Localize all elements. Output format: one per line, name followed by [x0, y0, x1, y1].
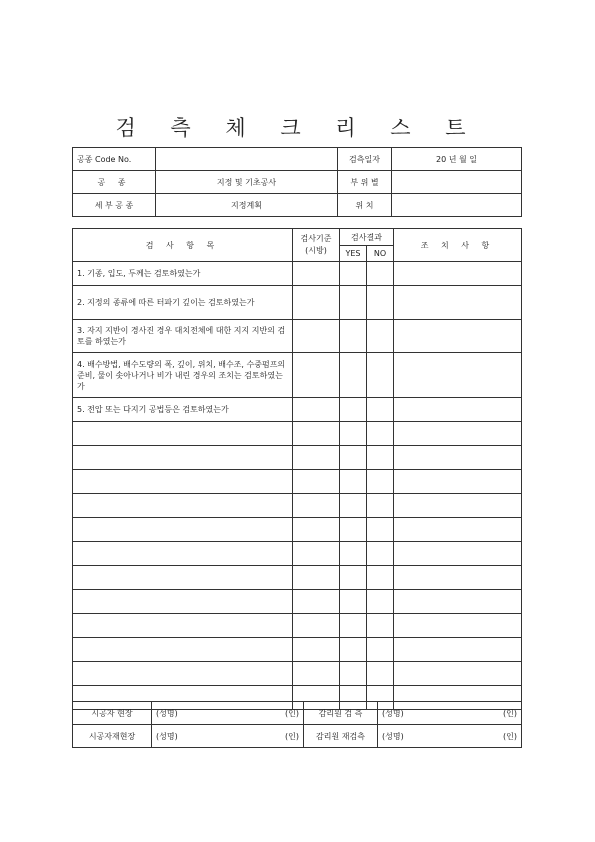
basis-cell[interactable]	[293, 614, 340, 638]
left-signature-field[interactable]	[152, 725, 304, 748]
location-label: 위 치	[338, 194, 392, 217]
yes-cell[interactable]	[340, 286, 367, 320]
yes-cell[interactable]	[340, 566, 367, 590]
no-cell[interactable]	[367, 638, 394, 662]
action-cell[interactable]	[394, 320, 522, 353]
work-label: 공 종	[73, 171, 156, 194]
check-item: 4. 배수방법, 배수도량의 폭, 깊이, 위치, 배수조, 수중펌프의 준비, 물이 솟아나거나 비가 내린 경우의 조치는 검토하였는가	[73, 353, 293, 398]
no-cell[interactable]	[367, 353, 394, 398]
right-signer-label: 감리원 재검측	[304, 725, 378, 748]
location-value[interactable]	[392, 194, 522, 217]
yes-cell[interactable]	[340, 353, 367, 398]
no-cell[interactable]	[367, 590, 394, 614]
check-item	[73, 638, 293, 662]
basis-cell[interactable]	[293, 494, 340, 518]
date-label: 검측일자	[338, 148, 392, 171]
check-item	[73, 446, 293, 470]
action-cell[interactable]	[394, 446, 522, 470]
table-row	[73, 566, 522, 590]
check-item: 3. 자지 지반이 경사진 경우 대치전체에 대한 지지 지반의 검토를 하였는가	[73, 320, 293, 353]
col-basis-header	[293, 229, 340, 262]
table-row	[73, 446, 522, 470]
col-yes-header: YES	[340, 246, 367, 262]
left-signature-field[interactable]	[152, 702, 304, 725]
yes-cell[interactable]	[340, 542, 367, 566]
check-item	[73, 494, 293, 518]
check-item: 1. 기종, 입도, 두께는 검토하였는가	[73, 262, 293, 286]
yes-cell[interactable]	[340, 590, 367, 614]
basis-cell[interactable]	[293, 470, 340, 494]
col-no-header: NO	[367, 246, 394, 262]
basis-cell[interactable]	[293, 566, 340, 590]
yes-cell[interactable]	[340, 638, 367, 662]
check-item	[73, 614, 293, 638]
table-row	[73, 590, 522, 614]
no-cell[interactable]	[367, 494, 394, 518]
check-item	[73, 422, 293, 446]
basis-cell[interactable]	[293, 398, 340, 422]
left-seal-mark: (인)	[285, 708, 299, 718]
basis-cell[interactable]	[293, 353, 340, 398]
action-cell[interactable]	[394, 662, 522, 686]
code-value[interactable]	[156, 148, 338, 171]
check-item	[73, 518, 293, 542]
table-row	[73, 353, 522, 398]
no-cell[interactable]	[367, 320, 394, 353]
no-cell[interactable]	[367, 662, 394, 686]
right-signature-field[interactable]	[378, 725, 522, 748]
action-cell[interactable]	[394, 422, 522, 446]
checklist-table	[72, 228, 522, 710]
work-value[interactable]: 지정 및 기초공사	[156, 171, 338, 194]
basis-cell[interactable]	[293, 590, 340, 614]
table-row	[73, 518, 522, 542]
col-result-header: 검사결과	[340, 229, 394, 246]
yes-cell[interactable]	[340, 320, 367, 353]
table-row	[73, 398, 522, 422]
signature-row	[73, 725, 522, 748]
left-signer-label: 시공자 현장	[73, 702, 152, 725]
table-row	[73, 470, 522, 494]
action-cell[interactable]	[394, 494, 522, 518]
no-cell[interactable]	[367, 614, 394, 638]
action-cell[interactable]	[394, 470, 522, 494]
yes-cell[interactable]	[340, 262, 367, 286]
no-cell[interactable]	[367, 398, 394, 422]
signature-table	[72, 701, 522, 748]
code-label: 공종 Code No.	[73, 148, 156, 171]
no-cell[interactable]	[367, 422, 394, 446]
right-signer-label: 감리원 검 측	[304, 702, 378, 725]
yes-cell[interactable]	[340, 398, 367, 422]
check-item	[73, 662, 293, 686]
basis-cell[interactable]	[293, 446, 340, 470]
right-name-placeholder: (성명)	[382, 708, 404, 718]
action-cell[interactable]	[394, 542, 522, 566]
no-cell[interactable]	[367, 286, 394, 320]
check-item	[73, 542, 293, 566]
action-cell[interactable]	[394, 590, 522, 614]
signature-row	[73, 702, 522, 725]
check-item	[73, 590, 293, 614]
page-title: 검 측 체 크 리 스 트	[115, 116, 480, 140]
action-cell[interactable]	[394, 518, 522, 542]
right-name-placeholder: (성명)	[382, 731, 404, 741]
table-row	[73, 614, 522, 638]
yes-cell[interactable]	[340, 662, 367, 686]
basis-cell[interactable]	[293, 518, 340, 542]
col-item-header: 검 사 항 목	[73, 229, 293, 262]
basis-cell[interactable]	[293, 286, 340, 320]
yes-cell[interactable]	[340, 470, 367, 494]
action-cell[interactable]	[394, 638, 522, 662]
action-cell[interactable]	[394, 353, 522, 398]
basis-cell[interactable]	[293, 320, 340, 353]
table-row	[73, 638, 522, 662]
table-row	[73, 262, 522, 286]
no-cell[interactable]	[367, 518, 394, 542]
no-cell[interactable]	[367, 566, 394, 590]
check-item: 5. 전압 또는 다지기 공법등은 검토하였는가	[73, 398, 293, 422]
check-item	[73, 470, 293, 494]
detail-value[interactable]: 지정계획	[156, 194, 338, 217]
check-item: 2. 지정의 종류에 따른 터파기 깊이는 검토하였는가	[73, 286, 293, 320]
yes-cell[interactable]	[340, 494, 367, 518]
table-row	[73, 320, 522, 353]
action-cell[interactable]	[394, 614, 522, 638]
right-seal-mark: (인)	[503, 731, 517, 741]
info-table	[72, 147, 522, 217]
yes-cell[interactable]	[340, 422, 367, 446]
left-seal-mark: (인)	[285, 731, 299, 741]
left-name-placeholder: (성명)	[156, 708, 178, 718]
basis-cell[interactable]	[293, 638, 340, 662]
table-row	[73, 422, 522, 446]
table-row	[73, 542, 522, 566]
left-signer-label: 시공자재현장	[73, 725, 152, 748]
table-row	[73, 494, 522, 518]
col-action-header: 조 치 사 항	[394, 229, 522, 262]
table-row	[73, 662, 522, 686]
check-item	[73, 566, 293, 590]
no-cell[interactable]	[367, 542, 394, 566]
action-cell[interactable]	[394, 566, 522, 590]
col-basis-line2: (시방)	[305, 246, 327, 255]
action-cell[interactable]	[394, 286, 522, 320]
col-basis-line1: 검사기준	[300, 234, 332, 243]
basis-cell[interactable]	[293, 262, 340, 286]
date-value[interactable]: 20 년 월 일	[392, 148, 522, 171]
part-label: 부 위 별	[338, 171, 392, 194]
action-cell[interactable]	[394, 262, 522, 286]
basis-cell[interactable]	[293, 542, 340, 566]
basis-cell[interactable]	[293, 422, 340, 446]
table-row	[73, 286, 522, 320]
part-value[interactable]	[392, 171, 522, 194]
basis-cell[interactable]	[293, 662, 340, 686]
no-cell[interactable]	[367, 446, 394, 470]
yes-cell[interactable]	[340, 614, 367, 638]
detail-label: 세 부 공 종	[73, 194, 156, 217]
action-cell[interactable]	[394, 398, 522, 422]
yes-cell[interactable]	[340, 518, 367, 542]
no-cell[interactable]	[367, 470, 394, 494]
no-cell[interactable]	[367, 262, 394, 286]
right-signature-field[interactable]	[378, 702, 522, 725]
right-seal-mark: (인)	[503, 708, 517, 718]
left-name-placeholder: (성명)	[156, 731, 178, 741]
yes-cell[interactable]	[340, 446, 367, 470]
